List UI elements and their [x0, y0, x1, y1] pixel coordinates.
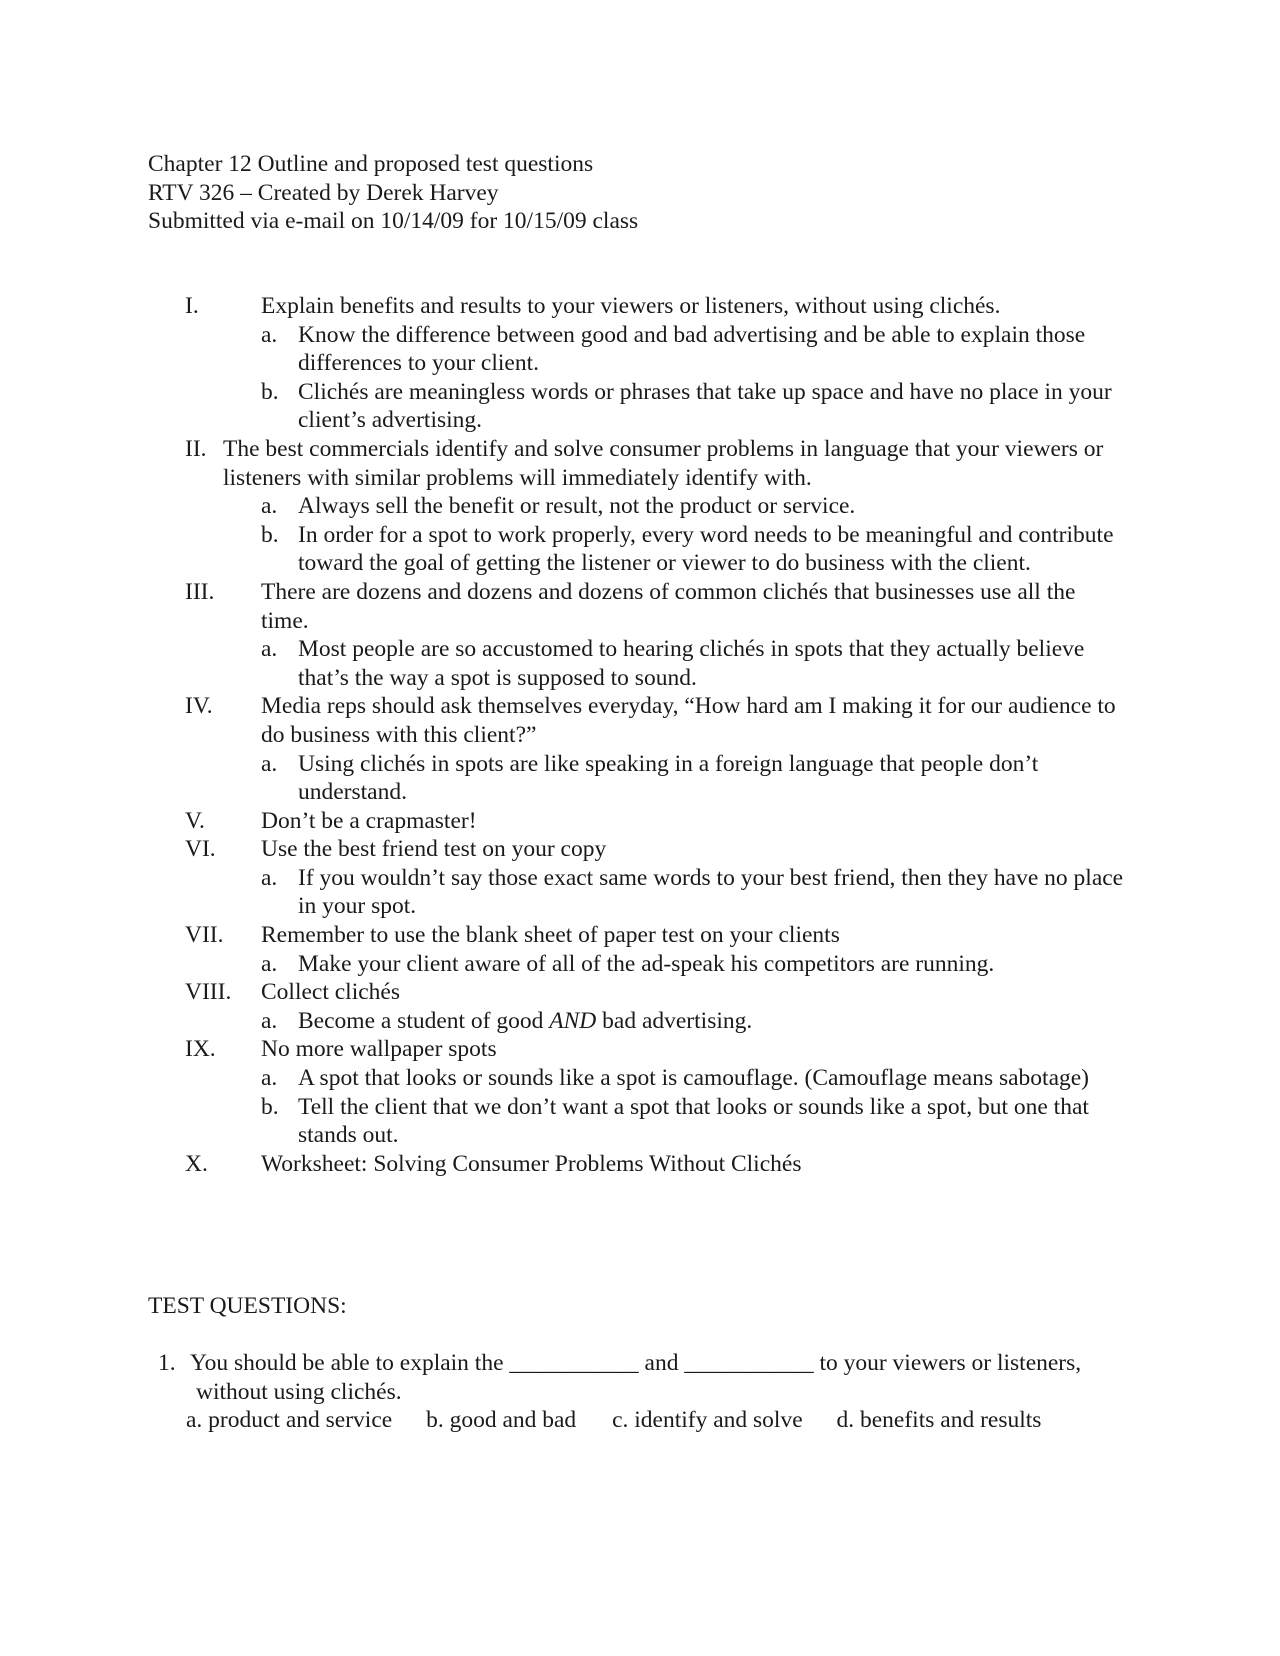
subitem-text: Know the difference between good and bad advertising and be able to explain those differences to your client.	[298, 321, 1086, 377]
outline-text: There are dozens and dozens and dozens of common clichés that businesses use all the time.	[261, 578, 1076, 634]
subitem-letter: a.	[261, 1065, 278, 1092]
subitem-letter: a.	[261, 950, 278, 977]
outline-subitem	[0, 864, 1280, 921]
outline-text: Use the best friend test on your copy	[261, 836, 607, 863]
outline-item	[0, 435, 1280, 492]
subitem-text-after: bad advertising.	[596, 1007, 753, 1034]
document-header	[148, 150, 638, 236]
header-submission: Submitted via e-mail on 10/14/09 for 10/15/09 class	[148, 208, 639, 235]
answer-choices	[186, 1406, 1041, 1435]
outline-item	[0, 1150, 1280, 1179]
outline-text: Remember to use the blank sheet of paper test on your clients	[261, 922, 840, 949]
outline-text: Don’t be a crapmaster!	[261, 807, 477, 834]
subitem-text: Clichés are meaningless words or phrases that take up space and have no place in your client’s advertising.	[298, 378, 1112, 434]
subitem-letter: a.	[261, 493, 278, 520]
outline-numeral: X.	[185, 1150, 208, 1177]
outline-item	[0, 835, 1280, 864]
subitem-text: A spot that looks or sounds like a spot is camouflage. (Camouflage means sabotage)	[298, 1065, 1090, 1092]
outline-item	[0, 921, 1280, 950]
outline-subitem	[0, 1093, 1280, 1150]
question-number: 1.	[158, 1350, 176, 1376]
subitem-letter: a.	[261, 750, 278, 777]
outline-item	[0, 1035, 1280, 1064]
outline-subitem	[0, 1007, 1280, 1036]
test-questions-heading: TEST QUESTIONS:	[148, 1293, 347, 1319]
outline-numeral: I.	[185, 293, 199, 319]
subitem-letter: b.	[261, 521, 279, 548]
question-text	[190, 1349, 1118, 1406]
subitem-text: Using clichés in spots are like speaking in a foreign language that people don’t understand.	[298, 750, 1039, 806]
subitem-text	[298, 1007, 1124, 1036]
outline-item	[0, 292, 1280, 321]
subitem-letter: a.	[261, 636, 278, 663]
test-question	[158, 1349, 1118, 1406]
outline-text: Media reps should ask themselves everyday, “How hard am I making it for our audience to do business with this client?”	[261, 693, 1116, 748]
outline-numeral: VIII.	[185, 979, 232, 1006]
subitem-text-before: Become a student of good	[298, 1007, 550, 1034]
choice-c: c. identify and solve	[612, 1407, 803, 1433]
subitem-text: Most people are so accustomed to hearing clichés in spots that they actually believe that’s the way a spot is supposed to sound.	[298, 636, 1085, 691]
outline-subitem	[0, 750, 1280, 807]
outline-text: Collect clichés	[261, 979, 400, 1006]
choice-b: b. good and bad	[426, 1407, 577, 1433]
outline-subitem	[0, 635, 1280, 692]
chapter-outline	[0, 292, 1280, 1178]
outline-numeral: IV.	[185, 693, 213, 720]
outline-item	[0, 978, 1280, 1007]
outline-numeral: V.	[185, 807, 205, 834]
subitem-letter: b.	[261, 1093, 279, 1120]
header-course: RTV 326 – Created by Derek Harvey	[148, 179, 499, 206]
outline-numeral: VII.	[185, 922, 224, 949]
outline-numeral: III.	[185, 578, 215, 605]
subitem-text: Make your client aware of all of the ad-speak his competitors are running.	[298, 950, 995, 977]
question-line: without using clichés.	[196, 1378, 402, 1405]
subitem-text: In order for a spot to work properly, every word needs to be meaningful and contribute toward the goal of getting the listener or viewer to do business with the client.	[298, 521, 1114, 577]
outline-subitem	[0, 321, 1280, 378]
outline-numeral: II.	[185, 435, 207, 462]
subitem-letter: a.	[261, 321, 278, 348]
outline-item	[0, 807, 1280, 836]
subitem-text: If you wouldn’t say those exact same words to your best friend, then they have no place in your spot.	[298, 864, 1124, 920]
header-title: Chapter 12 Outline and proposed test questions	[148, 151, 594, 177]
outline-text: Explain benefits and results to your viewers or listeners, without using clichés.	[261, 293, 1001, 319]
outline-text: Worksheet: Solving Consumer Problems Without Clichés	[261, 1150, 802, 1177]
outline-item	[0, 692, 1280, 749]
outline-numeral: VI.	[185, 836, 216, 863]
outline-subitem	[0, 521, 1280, 578]
outline-subitem	[0, 950, 1280, 979]
outline-subitem	[0, 1064, 1280, 1093]
subitem-text: Tell the client that we don’t want a spot that looks or sounds like a spot, but one that stands out.	[298, 1093, 1089, 1149]
choice-d: d. benefits and results	[836, 1407, 1042, 1433]
outline-subitem	[0, 378, 1280, 435]
subitem-letter: b.	[261, 378, 279, 405]
subitem-emphasis: AND	[549, 1007, 597, 1034]
outline-subitem	[0, 492, 1280, 521]
outline-item	[0, 578, 1280, 635]
outline-text: No more wallpaper spots	[261, 1036, 497, 1063]
subitem-letter: a.	[261, 864, 278, 891]
subitem-text: Always sell the benefit or result, not the product or service.	[298, 493, 856, 520]
subitem-letter: a.	[261, 1007, 278, 1034]
outline-text: The best commercials identify and solve consumer problems in language that your viewers or listeners with similar problems will immediately identify with.	[223, 435, 1104, 491]
choice-a: a. product and service	[186, 1407, 393, 1433]
outline-numeral: IX.	[185, 1036, 216, 1063]
question-line: You should be able to explain the ___________ and ___________ to your viewers or listeners,	[190, 1350, 1082, 1376]
